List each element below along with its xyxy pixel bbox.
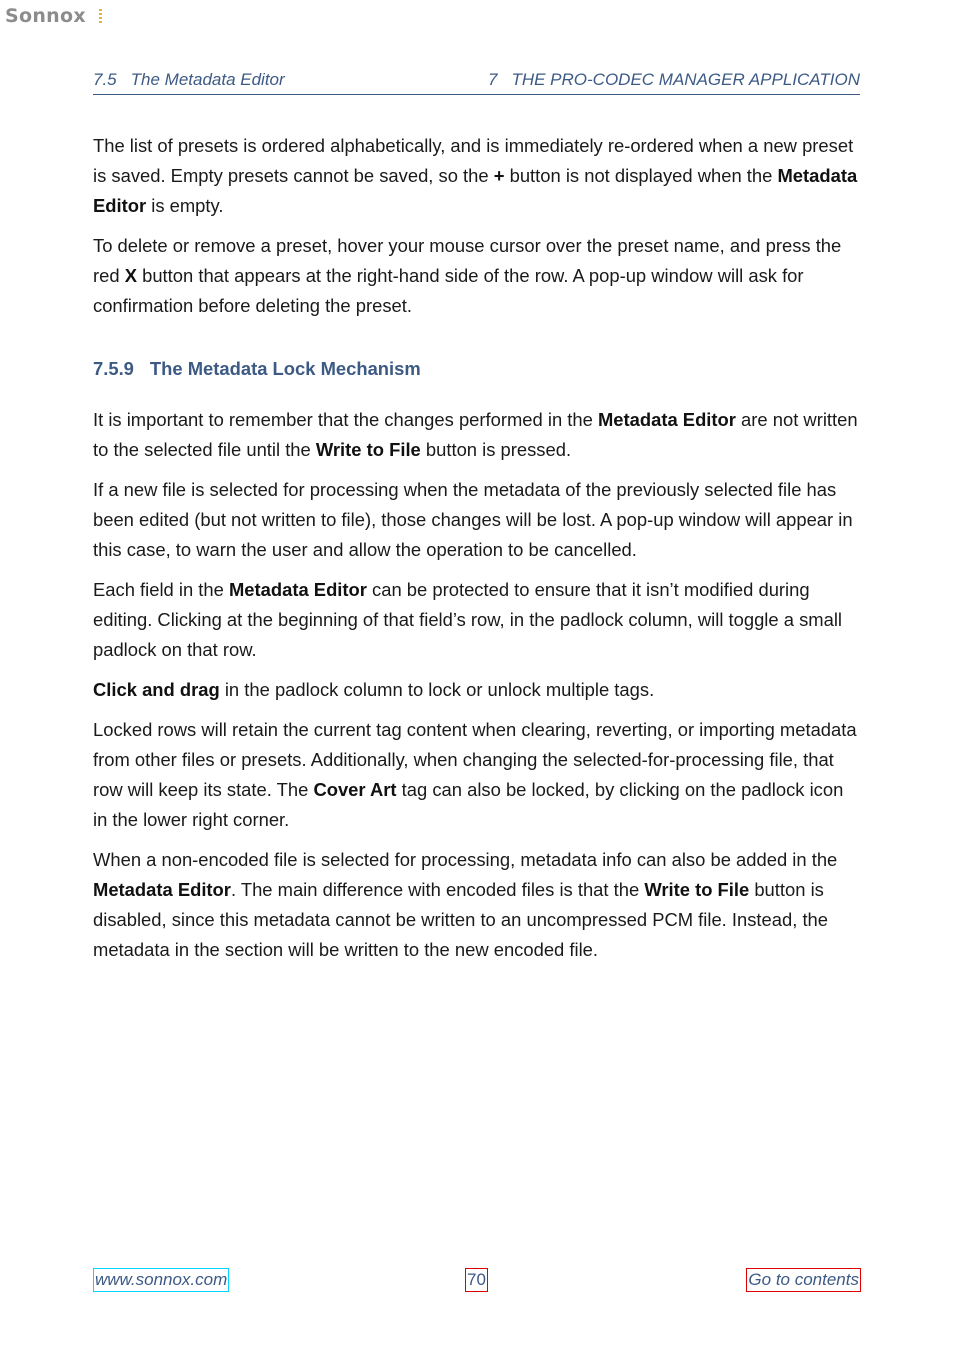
section-number: 7.5.9 <box>93 358 134 379</box>
page-footer <box>93 1268 861 1294</box>
running-header <box>93 70 860 95</box>
go-to-contents-link[interactable]: Go to contents <box>746 1268 861 1292</box>
paragraph-presets-order: The list of presets is ordered alphabetically, and is immediately re-ordered when a new preset is saved. Empty presets cannot be saved, so the + button is not displayed when the Metadata Editor is empty. <box>93 135 858 216</box>
header-section-title: The Metadata Editor <box>130 70 285 89</box>
sonnox-logo: Sonnox <box>5 5 86 27</box>
paragraph-locked-rows: Locked rows will retain the current tag content when clearing, reverting, or importing metadata from other files or presets. Additionally, when changing the selected-for-processing file, that row will keep its state. The Cover Art tag can also be locked, by clicking on the padlock icon in the lower right corner. <box>93 719 857 830</box>
header-chapter-title: THE PRO-CODEC MANAGER APPLICATION <box>511 70 860 89</box>
header-section-number: 7.5 <box>93 70 117 89</box>
header-chapter-number: 7 <box>487 70 498 89</box>
paragraph-non-encoded: When a non-encoded file is selected for processing, metadata info can also be added in the Metadata Editor. The main difference with encoded files is that the Write to File button is disabled, since this metadata cannot be written to an uncompressed PCM file. Instead, the metadata in the section will be written to the new encoded file. <box>93 849 838 960</box>
paragraph-field-protection: Each field in the Metadata Editor can be protected to ensure that it isn’t modified during editing. Clicking at the beginning of that field’s row, in the padlock column, will toggle a small padlock on that row. <box>93 579 842 660</box>
header-section-left <box>93 70 285 90</box>
header-chapter-right <box>488 70 860 90</box>
logo-dots-icon <box>99 9 102 25</box>
page-number-link[interactable]: 70 <box>465 1268 488 1292</box>
section-heading <box>93 354 861 384</box>
website-link[interactable]: www.sonnox.com <box>93 1268 229 1292</box>
paragraph-changes-lost: If a new file is selected for processing when the metadata of the previously selected file has been edited (but not written to file), those changes will be lost. A pop-up window will appear in this case, to warn the user and allow the operation to be cancelled. <box>93 479 853 560</box>
paragraph-write-to-file: It is important to remember that the changes performed in the Metadata Editor are not written to the selected file until the Write to File button is pressed. <box>93 409 858 460</box>
document-body <box>93 131 861 975</box>
section-title: The Metadata Lock Mechanism <box>149 358 421 379</box>
paragraph-click-drag: Click and drag in the padlock column to lock or unlock multiple tags. <box>93 679 655 700</box>
paragraph-delete-preset: To delete or remove a preset, hover your mouse cursor over the preset name, and press the red X button that appears at the right-hand side of the row. A pop-up window will ask for confirmation before deleting the preset. <box>93 235 842 316</box>
